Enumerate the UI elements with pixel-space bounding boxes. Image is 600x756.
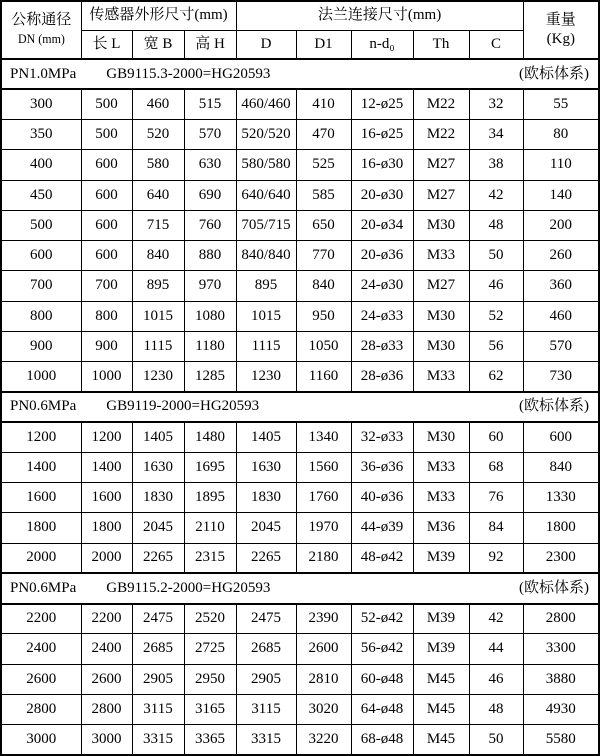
cell-d1: 2810 <box>296 664 351 694</box>
cell-weight: 570 <box>523 331 599 361</box>
cell-weight: 140 <box>523 180 599 210</box>
cell-dn: 700 <box>1 271 81 301</box>
cell-n-d0: 40-ø36 <box>351 483 413 513</box>
cell-c: 92 <box>469 543 523 573</box>
cell-n-d0: 48-ø42 <box>351 543 413 573</box>
cell-d: 640/640 <box>236 180 296 210</box>
cell-length-l: 600 <box>81 180 132 210</box>
cell-d1: 525 <box>296 150 351 180</box>
table-row <box>1 241 599 271</box>
cell-d1: 1560 <box>296 452 351 482</box>
cell-dn: 1400 <box>1 452 81 482</box>
cell-weight: 3300 <box>523 634 599 664</box>
cell-d1: 1760 <box>296 483 351 513</box>
cell-d: 1015 <box>236 301 296 331</box>
cell-d1: 1050 <box>296 331 351 361</box>
cell-width-b: 895 <box>132 271 184 301</box>
cell-d: 1830 <box>236 483 296 513</box>
cell-d1: 410 <box>296 89 351 119</box>
table-body <box>1 59 599 755</box>
column-header-height: 高 H <box>184 30 236 59</box>
dn-header-unit: DN (mm) <box>17 31 65 46</box>
cell-height-h: 690 <box>184 180 236 210</box>
cell-c: 76 <box>469 483 523 513</box>
cell-c: 42 <box>469 604 523 634</box>
column-header-th: Th <box>413 30 469 59</box>
cell-width-b: 2045 <box>132 513 184 543</box>
cell-d: 705/715 <box>236 210 296 240</box>
cell-height-h: 3165 <box>184 694 236 724</box>
cell-n-d0: 20-ø36 <box>351 241 413 271</box>
dn-header-label: 公称通径 <box>11 12 72 29</box>
cell-dn: 3000 <box>1 725 81 756</box>
cell-c: 50 <box>469 725 523 756</box>
cell-dn: 300 <box>1 89 81 119</box>
section-pressure-rating: PN1.0MPa <box>10 65 77 82</box>
cell-c: 48 <box>469 210 523 240</box>
cell-th: M30 <box>413 331 469 361</box>
cell-length-l: 900 <box>81 331 132 361</box>
cell-length-l: 1400 <box>81 452 132 482</box>
cell-weight: 5580 <box>523 725 599 756</box>
cell-d: 1230 <box>236 362 296 392</box>
cell-th: M33 <box>413 452 469 482</box>
cell-height-h: 1080 <box>184 301 236 331</box>
cell-d: 2045 <box>236 513 296 543</box>
cell-dn: 450 <box>1 180 81 210</box>
cell-height-h: 1480 <box>184 422 236 452</box>
cell-d: 1405 <box>236 422 296 452</box>
cell-dn: 1200 <box>1 422 81 452</box>
cell-th: M33 <box>413 483 469 513</box>
cell-d1: 3020 <box>296 694 351 724</box>
group-header-flange-dimensions: 法兰连接尺寸(mm) <box>236 1 523 30</box>
cell-n-d0: 12-ø25 <box>351 89 413 119</box>
section-header-cell <box>1 573 599 603</box>
table-row <box>1 210 599 240</box>
cell-width-b: 3315 <box>132 725 184 756</box>
cell-th: M39 <box>413 634 469 664</box>
table-row <box>1 543 599 573</box>
table-row <box>1 452 599 482</box>
cell-d: 840/840 <box>236 241 296 271</box>
cell-length-l: 500 <box>81 120 132 150</box>
cell-n-d0: 52-ø42 <box>351 604 413 634</box>
column-header-dn <box>1 1 81 59</box>
cell-width-b: 3115 <box>132 694 184 724</box>
cell-height-h: 2950 <box>184 664 236 694</box>
cell-n-d0: 60-ø48 <box>351 664 413 694</box>
section-standard-code: GB9115.2-2000=HG20593 <box>106 579 271 596</box>
table-row <box>1 634 599 664</box>
cell-dn: 600 <box>1 241 81 271</box>
section-standard-code: GB9115.3-2000=HG20593 <box>106 65 271 82</box>
cell-c: 42 <box>469 180 523 210</box>
column-header-c: C <box>469 30 523 59</box>
cell-d: 2905 <box>236 664 296 694</box>
cell-d1: 950 <box>296 301 351 331</box>
cell-height-h: 2520 <box>184 604 236 634</box>
cell-d: 3315 <box>236 725 296 756</box>
cell-th: M22 <box>413 120 469 150</box>
section-pressure-rating: PN0.6MPa <box>10 579 77 596</box>
column-header-length: 长 L <box>81 30 132 59</box>
cell-width-b: 460 <box>132 89 184 119</box>
column-header-d: D <box>236 30 296 59</box>
cell-c: 48 <box>469 694 523 724</box>
cell-d1: 1160 <box>296 362 351 392</box>
cell-d1: 1970 <box>296 513 351 543</box>
table-row <box>1 604 599 634</box>
cell-th: M33 <box>413 241 469 271</box>
weight-header-unit: (Kg) <box>546 31 575 47</box>
cell-dn: 400 <box>1 150 81 180</box>
cell-d: 460/460 <box>236 89 296 119</box>
cell-height-h: 3365 <box>184 725 236 756</box>
section-header-row <box>1 392 599 422</box>
cell-weight: 2300 <box>523 543 599 573</box>
cell-n-d0: 16-ø25 <box>351 120 413 150</box>
cell-d1: 470 <box>296 120 351 150</box>
cell-length-l: 2400 <box>81 634 132 664</box>
cell-d: 1115 <box>236 331 296 361</box>
cell-n-d0: 28-ø36 <box>351 362 413 392</box>
cell-weight: 2800 <box>523 604 599 634</box>
cell-c: 60 <box>469 422 523 452</box>
cell-dn: 2200 <box>1 604 81 634</box>
cell-weight: 460 <box>523 301 599 331</box>
cell-d: 3115 <box>236 694 296 724</box>
cell-d1: 585 <box>296 180 351 210</box>
cell-dn: 900 <box>1 331 81 361</box>
cell-d1: 3220 <box>296 725 351 756</box>
cell-th: M27 <box>413 180 469 210</box>
cell-weight: 4930 <box>523 694 599 724</box>
cell-d: 2265 <box>236 543 296 573</box>
cell-width-b: 1115 <box>132 331 184 361</box>
cell-height-h: 515 <box>184 89 236 119</box>
cell-d: 2685 <box>236 634 296 664</box>
cell-c: 62 <box>469 362 523 392</box>
cell-c: 38 <box>469 150 523 180</box>
cell-th: M30 <box>413 301 469 331</box>
cell-d: 580/580 <box>236 150 296 180</box>
section-standard-note: (欧标体系) <box>519 65 590 82</box>
cell-dn: 1800 <box>1 513 81 543</box>
cell-width-b: 1630 <box>132 452 184 482</box>
cell-length-l: 1600 <box>81 483 132 513</box>
table-row <box>1 120 599 150</box>
cell-weight: 3880 <box>523 664 599 694</box>
cell-n-d0: 44-ø39 <box>351 513 413 543</box>
table-row <box>1 89 599 119</box>
cell-dn: 1000 <box>1 362 81 392</box>
section-standard-note: (欧标体系) <box>519 398 590 415</box>
cell-weight: 730 <box>523 362 599 392</box>
table-row <box>1 694 599 724</box>
cell-width-b: 2265 <box>132 543 184 573</box>
cell-length-l: 500 <box>81 89 132 119</box>
cell-dn: 2400 <box>1 634 81 664</box>
cell-d: 2475 <box>236 604 296 634</box>
cell-width-b: 2475 <box>132 604 184 634</box>
cell-n-d0: 16-ø30 <box>351 150 413 180</box>
section-pressure-rating: PN0.6MPa <box>10 398 77 415</box>
cell-weight: 1330 <box>523 483 599 513</box>
table-row <box>1 331 599 361</box>
cell-height-h: 1180 <box>184 331 236 361</box>
cell-width-b: 2905 <box>132 664 184 694</box>
section-header-cell <box>1 59 599 89</box>
cell-width-b: 2685 <box>132 634 184 664</box>
cell-height-h: 970 <box>184 271 236 301</box>
cell-d1: 2180 <box>296 543 351 573</box>
cell-length-l: 2600 <box>81 664 132 694</box>
cell-n-d0: 24-ø30 <box>351 271 413 301</box>
cell-th: M36 <box>413 513 469 543</box>
cell-c: 68 <box>469 452 523 482</box>
cell-c: 32 <box>469 89 523 119</box>
cell-width-b: 1405 <box>132 422 184 452</box>
cell-th: M27 <box>413 150 469 180</box>
cell-width-b: 640 <box>132 180 184 210</box>
cell-c: 56 <box>469 331 523 361</box>
cell-th: M27 <box>413 271 469 301</box>
cell-th: M33 <box>413 362 469 392</box>
cell-th: M45 <box>413 694 469 724</box>
cell-d: 895 <box>236 271 296 301</box>
cell-c: 50 <box>469 241 523 271</box>
cell-n-d0: 32-ø33 <box>351 422 413 452</box>
cell-d: 1630 <box>236 452 296 482</box>
cell-dn: 2600 <box>1 664 81 694</box>
cell-n-d0: 24-ø33 <box>351 301 413 331</box>
cell-d1: 840 <box>296 271 351 301</box>
cell-length-l: 800 <box>81 301 132 331</box>
cell-length-l: 600 <box>81 210 132 240</box>
cell-height-h: 760 <box>184 210 236 240</box>
table-row <box>1 271 599 301</box>
cell-c: 52 <box>469 301 523 331</box>
cell-th: M30 <box>413 210 469 240</box>
cell-n-d0: 36-ø36 <box>351 452 413 482</box>
cell-th: M30 <box>413 422 469 452</box>
cell-width-b: 1830 <box>132 483 184 513</box>
cell-d1: 2390 <box>296 604 351 634</box>
cell-height-h: 1695 <box>184 452 236 482</box>
cell-c: 34 <box>469 120 523 150</box>
cell-weight: 840 <box>523 452 599 482</box>
cell-dn: 1600 <box>1 483 81 513</box>
cell-weight: 260 <box>523 241 599 271</box>
table-row <box>1 422 599 452</box>
cell-height-h: 2725 <box>184 634 236 664</box>
cell-weight: 600 <box>523 422 599 452</box>
cell-dn: 350 <box>1 120 81 150</box>
cell-weight: 1800 <box>523 513 599 543</box>
cell-n-d0: 68-ø48 <box>351 725 413 756</box>
cell-d1: 650 <box>296 210 351 240</box>
cell-width-b: 840 <box>132 241 184 271</box>
cell-weight: 200 <box>523 210 599 240</box>
cell-weight: 110 <box>523 150 599 180</box>
table-row <box>1 513 599 543</box>
cell-length-l: 1800 <box>81 513 132 543</box>
cell-width-b: 715 <box>132 210 184 240</box>
cell-length-l: 1000 <box>81 362 132 392</box>
table-header <box>1 1 599 59</box>
cell-length-l: 600 <box>81 150 132 180</box>
table-row <box>1 664 599 694</box>
table-row <box>1 483 599 513</box>
cell-length-l: 600 <box>81 241 132 271</box>
cell-dn: 2000 <box>1 543 81 573</box>
cell-length-l: 2800 <box>81 694 132 724</box>
header-row-groups <box>1 1 599 30</box>
cell-height-h: 570 <box>184 120 236 150</box>
cell-dn: 500 <box>1 210 81 240</box>
section-header-cell <box>1 392 599 422</box>
cell-height-h: 880 <box>184 241 236 271</box>
cell-n-d0: 56-ø42 <box>351 634 413 664</box>
cell-width-b: 580 <box>132 150 184 180</box>
cell-th: M39 <box>413 604 469 634</box>
cell-height-h: 1895 <box>184 483 236 513</box>
cell-th: M22 <box>413 89 469 119</box>
weight-header-label: 重量 <box>545 12 576 29</box>
column-header-d1: D1 <box>296 30 351 59</box>
cell-height-h: 2110 <box>184 513 236 543</box>
column-header-width: 宽 B <box>132 30 184 59</box>
section-header-row <box>1 59 599 89</box>
cell-length-l: 2000 <box>81 543 132 573</box>
cell-length-l: 2200 <box>81 604 132 634</box>
section-standard-note: (欧标体系) <box>519 579 590 596</box>
cell-height-h: 630 <box>184 150 236 180</box>
cell-height-h: 2315 <box>184 543 236 573</box>
cell-c: 44 <box>469 634 523 664</box>
table-row <box>1 301 599 331</box>
group-header-sensor-dimensions: 传感器外形尺寸(mm) <box>81 1 236 30</box>
table-row <box>1 150 599 180</box>
section-standard-code: GB9119-2000=HG20593 <box>106 398 260 415</box>
cell-weight: 360 <box>523 271 599 301</box>
cell-d1: 2600 <box>296 634 351 664</box>
cell-length-l: 700 <box>81 271 132 301</box>
cell-th: M45 <box>413 664 469 694</box>
cell-width-b: 1230 <box>132 362 184 392</box>
cell-length-l: 3000 <box>81 725 132 756</box>
cell-d1: 770 <box>296 241 351 271</box>
column-header-n-d0: n-d₀ <box>351 30 413 59</box>
column-header-weight <box>523 1 599 59</box>
cell-height-h: 1285 <box>184 362 236 392</box>
header-row-subcolumns <box>1 30 599 59</box>
cell-d: 520/520 <box>236 120 296 150</box>
cell-n-d0: 28-ø33 <box>351 331 413 361</box>
cell-n-d0: 20-ø34 <box>351 210 413 240</box>
table-row <box>1 725 599 756</box>
cell-c: 46 <box>469 271 523 301</box>
table-row <box>1 180 599 210</box>
cell-width-b: 520 <box>132 120 184 150</box>
cell-length-l: 1200 <box>81 422 132 452</box>
cell-d1: 1340 <box>296 422 351 452</box>
cell-c: 84 <box>469 513 523 543</box>
cell-th: M39 <box>413 543 469 573</box>
cell-dn: 2800 <box>1 694 81 724</box>
cell-weight: 80 <box>523 120 599 150</box>
section-header-row <box>1 573 599 603</box>
cell-c: 46 <box>469 664 523 694</box>
cell-weight: 55 <box>523 89 599 119</box>
cell-n-d0: 64-ø48 <box>351 694 413 724</box>
cell-dn: 800 <box>1 301 81 331</box>
cell-width-b: 1015 <box>132 301 184 331</box>
cell-n-d0: 20-ø30 <box>351 180 413 210</box>
cell-th: M45 <box>413 725 469 756</box>
table-row <box>1 362 599 392</box>
